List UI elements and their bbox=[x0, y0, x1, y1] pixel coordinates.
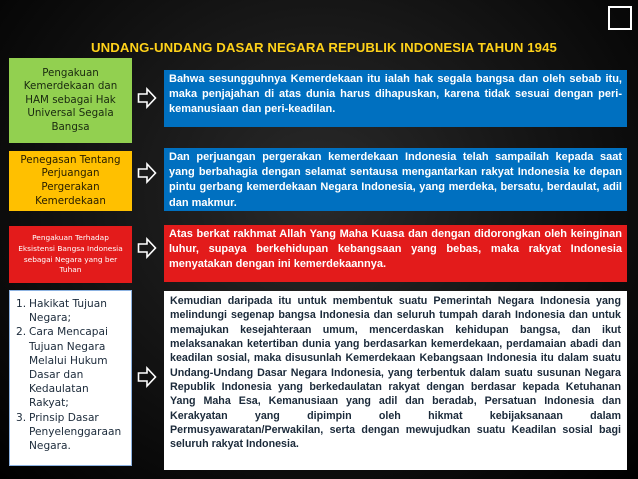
right-box-3-text: Atas berkat rakhmat Allah Yang Maha Kuasa dan dengan didorongkan oleh keinginan luhur, supaya berkehidupan kebangsaan yang bebas, maka rakyat Indonesia menyatakan dengan ini kemerdekaannya. bbox=[169, 228, 622, 271]
left-box-3-label: Pengakuan Terhadap Eksistensi Bangsa Indonesia sebagai Negara yang ber Tuhan bbox=[18, 233, 123, 275]
list-item-number: 2. bbox=[16, 326, 27, 339]
right-box-3 bbox=[164, 225, 627, 282]
left-box-3 bbox=[9, 226, 132, 283]
list-item-text: Hakikat Tujuan Negara; bbox=[29, 298, 107, 325]
right-box-2-text: Dan perjuangan pergerakan kemerdekaan Indonesia telah sampailah kepada saat yang berbahagia dengan selamat sentausa mengantarkan rakyat Indonesia ke depan pintu gerbang kemerdekaan Negara Indonesia, yang merdeka, bersatu, berdaulat, adil dan makmur. bbox=[169, 151, 622, 209]
right-box-1 bbox=[164, 70, 627, 127]
right-box-1-text: Bahwa sesungguhnya Kemerdekaan itu ialah hak segala bangsa dan oleh sebab itu, maka penjajahan di atas dunia harus dihapuskan, karena tidak sesuai dengan peri-kemanusiaan dan peri-keadilan. bbox=[169, 73, 622, 116]
right-arrow-icon bbox=[137, 162, 157, 184]
slide-title: UNDANG-UNDANG DASAR NEGARA REPUBLIK INDONESIA TAHUN 1945 bbox=[91, 40, 557, 55]
list-item bbox=[16, 297, 125, 325]
list-item-text: Prinsip Dasar Penyelenggaraan Negara. bbox=[29, 411, 122, 452]
principles-list bbox=[10, 291, 131, 453]
right-arrow-icon bbox=[137, 237, 157, 259]
right-arrow-icon bbox=[137, 366, 157, 388]
list-item-number: 1. bbox=[16, 298, 27, 310]
list-item bbox=[16, 411, 125, 454]
right-arrow-icon bbox=[137, 87, 157, 109]
left-box-4 bbox=[9, 290, 132, 466]
left-box-1 bbox=[9, 58, 132, 143]
list-item-number: 3. bbox=[16, 411, 27, 424]
right-box-4-text: Kemudian daripada itu untuk membentuk suatu Pemerintah Negara Indonesia yang melindungi segenap bangsa Indonesia dan seluruh tumpah darah Indonesia dan untuk memajukan kesejahteraan umum, mencerdaskan kehidupan bangsa, dan ikut melaksanakan ketertiban dunia yang berdasarkan kemerdekaan, perdamaian abadi dan keadilan sosial, maka disusunlah Kemerdekaan Kebangsaan Indonesia itu dalam suatu Undang-Undang Dasar Negara Indonesia, yang terbentuk dalam suatu susunan Negara Republik Indonesia yang berkedaulatan rakyat dengan berdasar kepada Ketuhanan Yang Maha Esa, Kemanusiaan yang adil dan beradab, Persatuan Indonesia dan Kerakyatan yang dipimpin oleh hikmat kebijaksanaan dalam Permusyawaratan/Perwakilan, serta dengan mewujudkan suatu Keadilan sosial bagi seluruh rakyat Indonesia. bbox=[170, 295, 621, 451]
list-item bbox=[16, 325, 125, 410]
square-icon[interactable] bbox=[608, 6, 632, 30]
list-item-text: Cara Mencapai Tujuan Negara Melalui Hukum Dasar dan Kedaulatan Rakyat; bbox=[29, 326, 108, 410]
left-box-2-label: Penegasan Tentang Perjuangan Pergerakan Kemerdekaan bbox=[20, 153, 121, 207]
left-box-2 bbox=[9, 151, 132, 211]
right-box-4 bbox=[164, 291, 627, 470]
left-box-1-label: Pengakuan Kemerdekaan dan HAM sebagai Hak Universal Segala Bangsa bbox=[23, 66, 118, 133]
right-box-2 bbox=[164, 148, 627, 211]
